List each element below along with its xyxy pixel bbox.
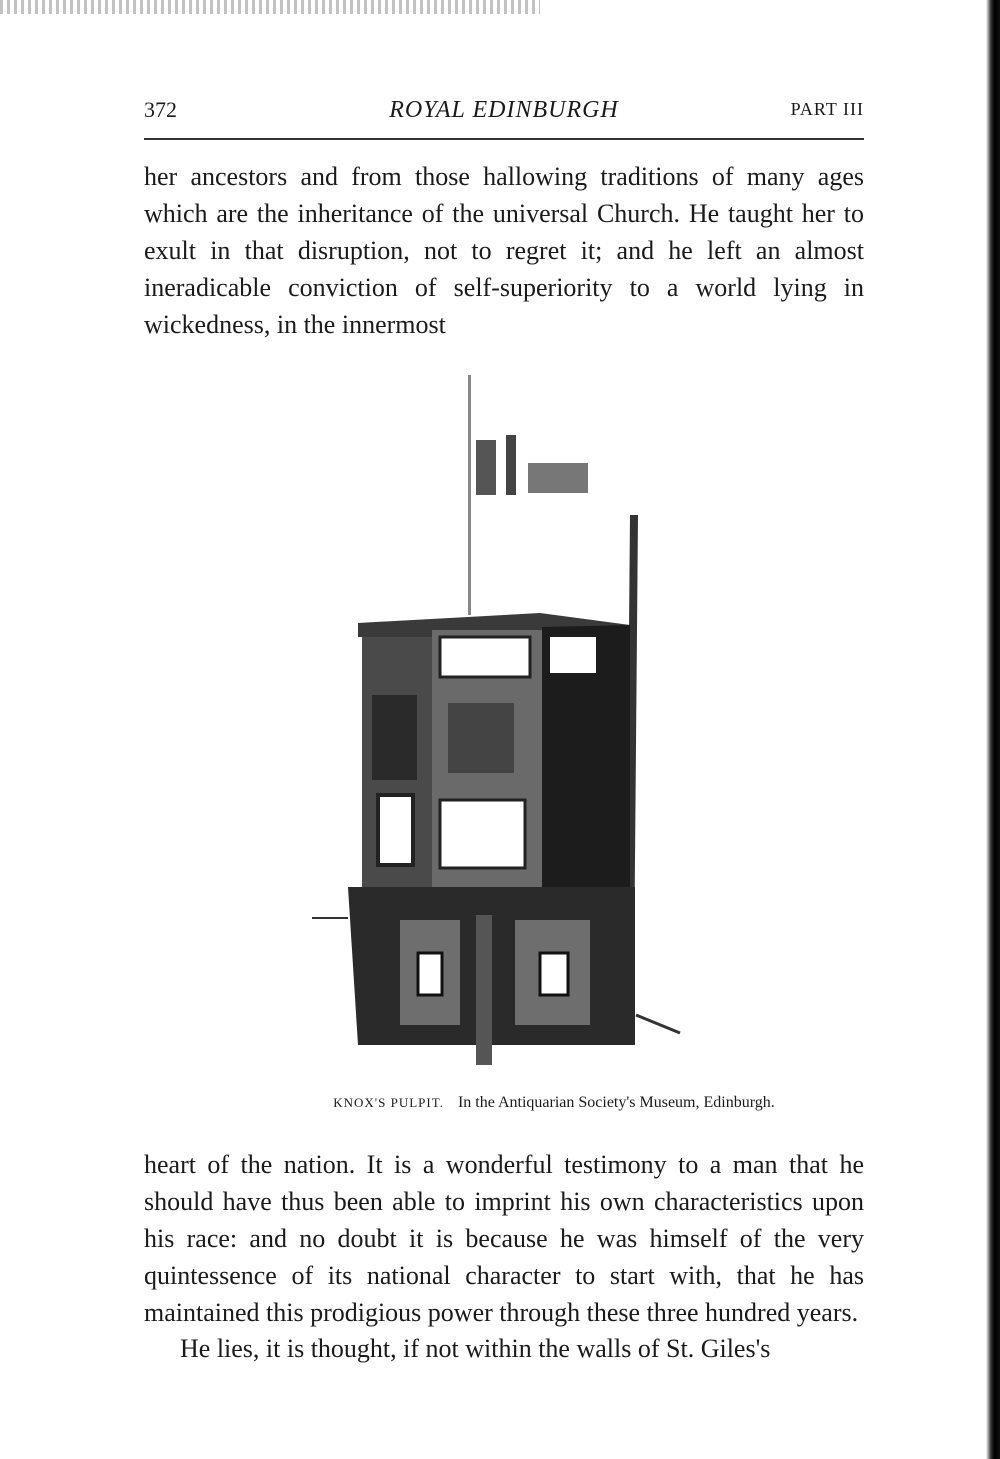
paragraph-middle: heart of the nation. It is a wonderful testimony to a man that he should have thus been able to imprint his own characteristics upon his race: and no doubt it is because he was himself of the very quintessence of its national character to start with, that he has maintained this prodigious power through these three hundred years. bbox=[144, 1150, 864, 1327]
front-top-window bbox=[440, 637, 530, 677]
spire-post bbox=[468, 375, 471, 615]
right-top-window bbox=[550, 637, 596, 673]
running-header bbox=[144, 97, 864, 127]
front-panel bbox=[448, 703, 514, 773]
front-lower-window bbox=[440, 800, 525, 868]
spire-fragment-2 bbox=[506, 435, 516, 495]
scan-smudge bbox=[0, 0, 540, 14]
base-inset-left bbox=[418, 953, 442, 995]
paragraph-last: He lies, it is thought, if not within the walls of St. Giles's bbox=[180, 1334, 771, 1363]
left-opening bbox=[378, 795, 413, 865]
pulpit-illustration bbox=[300, 375, 700, 1075]
page-edge-shadow bbox=[986, 0, 1000, 1459]
figure-caption bbox=[144, 1094, 964, 1112]
base-post bbox=[476, 915, 492, 1065]
base-inset-right bbox=[540, 953, 568, 995]
spire-fragment bbox=[476, 440, 496, 495]
caption-text: In the Antiquarian Society's Museum, Edinburgh. bbox=[457, 1094, 775, 1111]
header-rule bbox=[144, 138, 864, 140]
base-line-right bbox=[636, 1015, 680, 1033]
caption-label: KNOX'S PULPIT. bbox=[333, 1095, 444, 1110]
page-number: 372 bbox=[144, 97, 177, 122]
part-label: PART III bbox=[790, 99, 864, 119]
running-title: ROYAL EDINBURGH bbox=[389, 97, 619, 123]
spire-ornament bbox=[528, 463, 588, 493]
paragraph-top: her ancestors and from those hallowing traditions of many ages which are the inheritance of the universal Church. He taught her to exult in that disruption, not to regret it; and he left an almost ineradicable conviction of self-superiority to a world lying in wickedness, in the innermost bbox=[144, 162, 864, 339]
left-panel bbox=[372, 695, 417, 780]
